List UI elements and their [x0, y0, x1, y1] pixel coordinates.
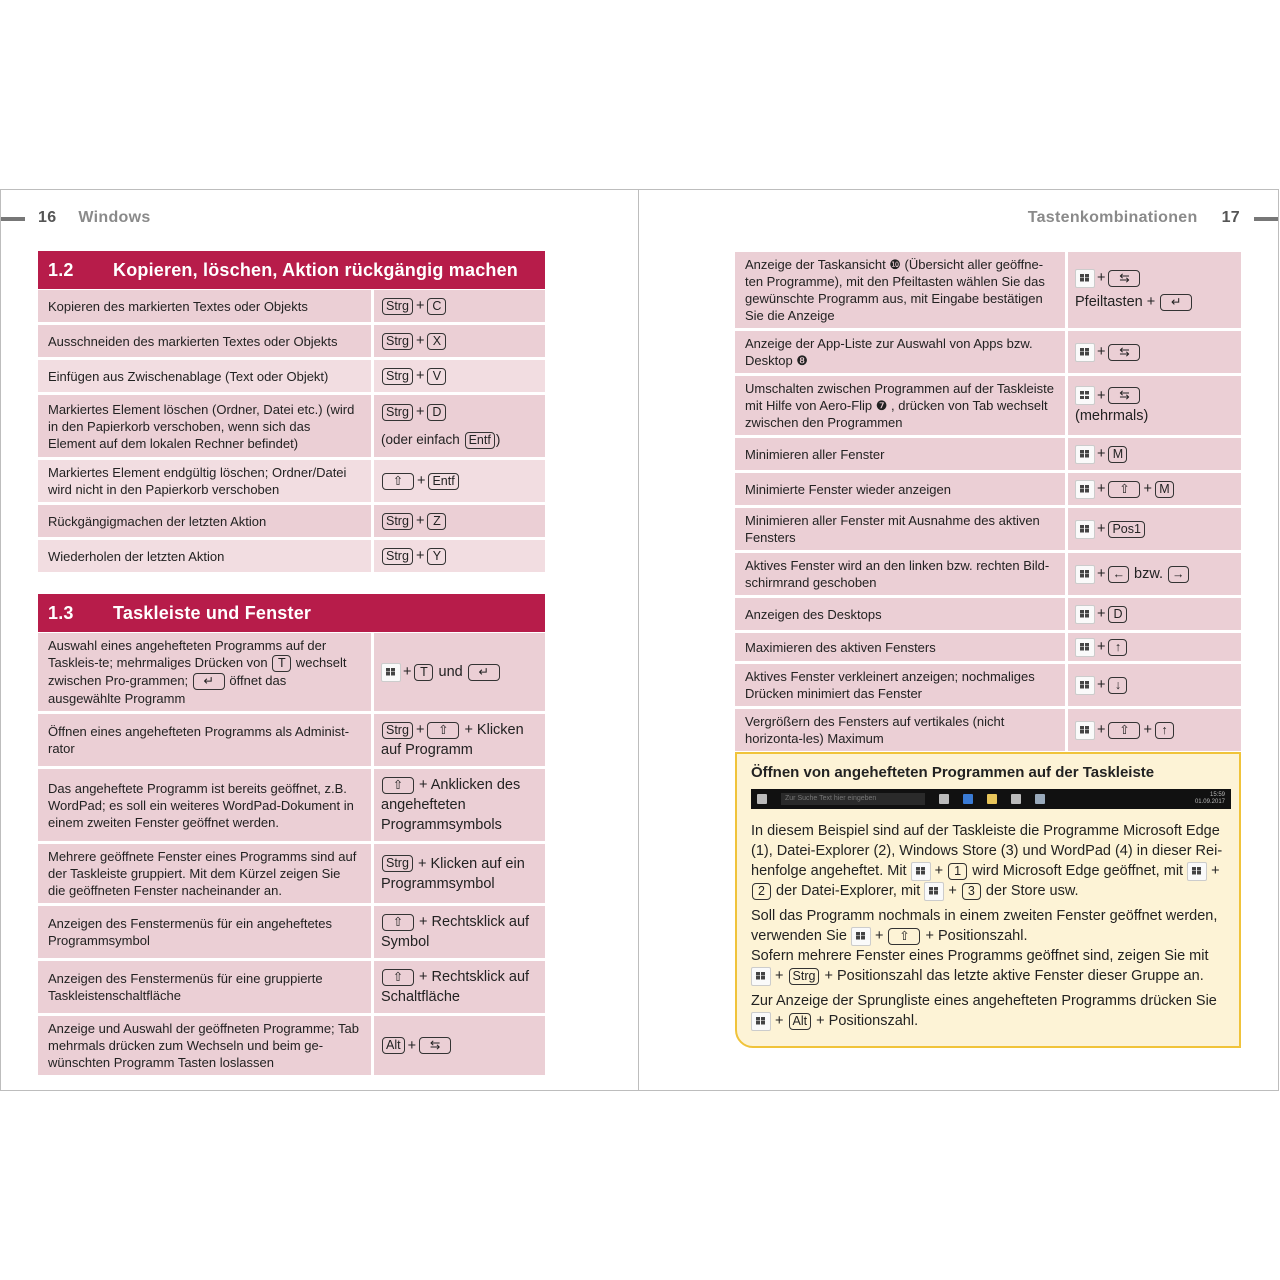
table-row	[38, 360, 545, 392]
task-view-icon	[939, 794, 949, 804]
windows-key-icon	[1187, 862, 1207, 881]
table-row	[38, 844, 545, 903]
table-row	[735, 252, 1241, 328]
table-row	[735, 473, 1241, 505]
header-rule	[1254, 217, 1278, 221]
left-running-head	[38, 209, 151, 227]
key-enter: ↵	[193, 673, 225, 690]
alt-close: )	[495, 432, 501, 447]
text-run: Zur Anzeige der Sprungliste eines angehefteten Programms drücken Sie	[751, 993, 1217, 1009]
shortcut-description: Rückgängigmachen der letzten Aktion	[38, 505, 371, 537]
table-row	[735, 438, 1241, 470]
shortcut-keys: + ⇆ (mehrmals)	[1065, 376, 1241, 435]
desc-part: wechselt zwischen Pro-grammen;	[48, 655, 347, 689]
table-row	[735, 553, 1241, 595]
shortcut-keys: Strg + D (oder einfach Entf )	[371, 395, 545, 457]
shortcut-keys: Strg + ⇧ + Klicken auf Programm	[371, 714, 545, 766]
shortcut-description: Minimieren aller Fenster mit Ausnahme des aktiven Fensters	[735, 508, 1065, 550]
shortcut-description: Maximieren des aktiven Fensters	[735, 633, 1065, 661]
text-run: der Datei-Explorer, mit	[776, 883, 921, 899]
info-paragraph-1: In diesem Beispiel sind auf der Taskleiste die Programme Microsoft Edge (1), Datei-Explorer (2), Windows Store (3) und WordPad (4) in dieser Rei-henfolge angeheftet. Mit + 1 wird Microsoft Edge geöffnet, mit + 2 der Datei-Explorer, mit + 3 der Store usw.	[751, 823, 1223, 899]
table-row	[38, 540, 545, 572]
windows-key-icon	[1075, 638, 1095, 657]
windows-key-icon	[1075, 676, 1095, 695]
taskbar-clock	[1195, 792, 1225, 806]
key-strg: Strg	[382, 333, 413, 350]
key-d: D	[1108, 606, 1127, 623]
shortcut-description: Anzeige und Auswahl der geöffneten Programme; Tab mehrmals drücken zum Wechseln und beim ge-wünschten Programm Tasten loslassen	[38, 1016, 371, 1075]
key-tab: ⇆	[1108, 270, 1140, 287]
shortcut-keys	[371, 769, 545, 841]
page-number: 17	[1221, 209, 1240, 226]
wordpad-icon	[1035, 794, 1045, 804]
taskbar-screenshot	[751, 789, 1231, 809]
shortcut-keys: + ↑	[1065, 633, 1241, 661]
section-header-1-3	[38, 594, 545, 632]
key-tail-text: + Anklicken des angehefteten Programmsymbols	[381, 777, 521, 834]
key-tab: ⇆	[419, 1037, 451, 1054]
section-number: 1.3	[48, 602, 74, 623]
key-number: 1	[948, 863, 967, 880]
shortcut-description: Aktives Fenster verkleinert anzeigen; nochmaliges Drücken minimiert das Fenster	[735, 664, 1065, 706]
left-page	[0, 189, 639, 1091]
shortcut-description: Minimierte Fenster wieder anzeigen	[735, 473, 1065, 505]
shortcut-description: Anzeigen des Fenstermenüs für eine gruppierte Taskleistenschaltfläche	[38, 961, 371, 1013]
table-row	[38, 325, 545, 357]
text-run: wird Microsoft Edge geöffnet, mit	[972, 863, 1184, 879]
clock-time: 15:59	[1209, 792, 1225, 798]
shortcut-table-1-2	[38, 287, 545, 575]
shortcut-keys: + D	[1065, 598, 1241, 630]
key-strg: Strg	[382, 298, 413, 315]
windows-key-icon	[851, 927, 871, 946]
key-strg: Strg	[382, 548, 413, 565]
shortcut-description: Kopieren des markierten Textes oder Objekts	[38, 290, 371, 322]
key-strg: Strg	[382, 722, 413, 739]
text-run: Sofern mehrere Fenster eines Programms geöffnet sind, zeigen Sie mit	[751, 948, 1209, 964]
desc-part: Auswahl eines angehefteten Programms auf der Taskleis-te; mehrmaliges Drücken von	[48, 638, 327, 670]
info-box	[735, 752, 1241, 1048]
key-number: 3	[962, 883, 981, 900]
key-alt: Alt	[382, 1037, 405, 1054]
shortcut-table-windows	[735, 249, 1241, 754]
shortcut-description: Mehrere geöffnete Fenster eines Programms sind auf der Taskleiste gruppiert. Mit dem Kürzel zeigen Sie die geöffneten Fenster nacheinander an.	[38, 844, 371, 903]
windows-key-icon	[1075, 721, 1095, 740]
shortcut-description: Einfügen aus Zwischenablage (Text oder Objekt)	[38, 360, 371, 392]
shortcut-description: Das angeheftete Programm ist bereits geöffnet, z.B. WordPad; es soll ein weiteres WordPad-Dokument in einem zweiten Fenster geöffnet werden.	[38, 769, 371, 841]
shortcut-keys: + M	[1065, 438, 1241, 470]
key-enter: ↵	[1160, 294, 1192, 311]
shortcut-description: Markiertes Element löschen (Ordner, Datei etc.) (wird in den Papierkorb verschoben, wenn sich das Element auf dem lokalen Rechner befindet)	[38, 395, 371, 457]
key-shift: ⇧	[1108, 481, 1140, 498]
store-icon	[1011, 794, 1021, 804]
key-shift: ⇧	[427, 722, 459, 739]
shortcut-keys	[371, 906, 545, 958]
shortcut-keys: Strg + Z	[371, 505, 545, 537]
windows-key-icon	[751, 967, 771, 986]
table-row	[38, 714, 545, 766]
right-running-head	[1028, 209, 1240, 227]
key-m: M	[1108, 446, 1127, 463]
header-rule	[1, 217, 25, 221]
key-tail-text: (mehrmals)	[1075, 407, 1149, 424]
windows-key-icon	[1075, 269, 1095, 288]
shortcut-keys: + ← bzw. →	[1065, 553, 1241, 595]
table-row	[38, 395, 545, 457]
key-shift: ⇧	[1108, 722, 1140, 739]
key-tail-text: Pfeiltasten +	[1075, 294, 1156, 310]
table-row	[735, 709, 1241, 751]
windows-key-icon	[1075, 480, 1095, 499]
shortcut-keys: + ⇆ Pfeiltasten + ↵	[1065, 252, 1241, 328]
shortcut-keys: Strg + C	[371, 290, 545, 322]
windows-key-icon	[1075, 386, 1095, 405]
shortcut-description: Öffnen eines angehefteten Programms als Administ-rator	[38, 714, 371, 766]
table-row	[38, 505, 545, 537]
edge-icon	[963, 794, 973, 804]
windows-key-icon	[751, 1012, 771, 1031]
alt-text: (oder einfach	[381, 432, 460, 447]
windows-key-icon	[1075, 605, 1095, 624]
key-tail-text: + Rechtsklick auf Schaltfläche	[381, 969, 530, 1006]
text-run: Soll das Programm nochmals in einem zweiten Fenster geöffnet werden, verwenden Sie	[751, 908, 1218, 944]
key-strg: Strg	[382, 404, 413, 421]
connector-text: und	[438, 664, 463, 681]
key-shift: ⇧	[382, 969, 414, 986]
taskbar-search-field: Zur Suche Text hier eingeben	[781, 793, 925, 805]
text-run: + Positionszahl.	[816, 1013, 919, 1029]
key-shift: ⇧	[888, 928, 920, 945]
windows-key-icon	[1075, 343, 1095, 362]
desc-part: öffnet das ausgewählte Programm	[48, 673, 287, 707]
key: X	[427, 333, 446, 350]
table-row	[735, 664, 1241, 706]
connector-text: bzw.	[1134, 566, 1164, 582]
key-strg: Strg	[789, 968, 820, 985]
table-row	[735, 331, 1241, 373]
shortcut-description: Anzeigen des Desktops	[735, 598, 1065, 630]
shortcut-keys: + ↓	[1065, 664, 1241, 706]
table-row	[38, 633, 545, 711]
info-paragraph-4: Zur Anzeige der Sprungliste eines angehefteten Programms drücken Sie + Alt + Positionszahl.	[751, 993, 1217, 1029]
windows-key-icon	[1075, 520, 1095, 539]
table-row	[38, 961, 545, 1013]
key-tail-text: + Rechtsklick auf Symbol	[381, 914, 530, 951]
file-explorer-icon	[987, 794, 997, 804]
key-t: T	[272, 655, 291, 672]
key-alt: Alt	[789, 1013, 812, 1030]
key: C	[427, 298, 446, 315]
key: Z	[427, 513, 446, 530]
shortcut-keys: + Pos1	[1065, 508, 1241, 550]
info-paragraph-2: Soll das Programm nochmals in einem zweiten Fenster geöffnet werden, verwenden Sie + ⇧ + Positionszahl.	[751, 908, 1218, 944]
shortcut-description: Ausschneiden des markierten Textes oder Objekts	[38, 325, 371, 357]
shortcut-description: Wiederholen der letzten Aktion	[38, 540, 371, 572]
clock-date: 01.09.2017	[1194, 799, 1225, 805]
shortcut-table-1-3	[38, 630, 545, 1078]
key-tail-text: + Klicken auf Programm	[381, 722, 524, 759]
start-icon	[757, 794, 767, 804]
shortcut-keys: Strg + X	[371, 325, 545, 357]
shortcut-description: Markiertes Element endgültig löschen; Ordner/Datei wird nicht in den Papierkorb verschoben	[38, 460, 371, 502]
key-strg: Strg	[382, 513, 413, 530]
windows-key-icon	[1075, 565, 1095, 584]
shortcut-description: Minimieren aller Fenster	[735, 438, 1065, 470]
running-head-title: Tastenkombinationen	[1027, 209, 1198, 226]
key-arrow-down: ↓	[1108, 677, 1127, 694]
shortcut-description	[38, 633, 371, 711]
key-tail-text: + Klicken auf ein Programmsymbol	[381, 855, 525, 892]
key-t: T	[414, 664, 433, 681]
info-box-title: Öffnen von angehefteten Programmen auf der Taskleiste	[751, 764, 1155, 781]
shortcut-keys	[371, 961, 545, 1013]
key-arrow-left: ←	[1108, 566, 1129, 583]
table-row	[735, 633, 1241, 661]
key: D	[427, 404, 446, 421]
key-strg: Strg	[382, 368, 413, 385]
key-arrow-up: ↑	[1155, 722, 1174, 739]
key-entf: Entf	[465, 432, 495, 449]
shortcut-keys	[371, 844, 545, 903]
shortcut-keys: + T und ↵	[371, 633, 545, 711]
shortcut-description: Anzeige der App-Liste zur Auswahl von Apps bzw. Desktop ❽	[735, 331, 1065, 373]
table-row	[735, 598, 1241, 630]
windows-key-icon	[381, 663, 401, 682]
table-row	[735, 376, 1241, 435]
key-entf: Entf	[428, 473, 458, 490]
key-shift: ⇧	[382, 914, 414, 931]
text-run: In diesem Beispiel sind auf der Taskleiste die Programme Microsoft Edge (1), Datei-Explorer (2), Windows Store (3) und WordPad (4) in dieser Rei-henfolge angeheftet. Mit	[751, 823, 1223, 879]
section-title: Taskleiste und Fenster	[113, 602, 312, 623]
key-m: M	[1155, 481, 1174, 498]
section-number: 1.2	[48, 259, 74, 280]
table-row	[38, 906, 545, 958]
text-run: + Positionszahl das letzte aktive Fenster dieser Gruppe an.	[824, 968, 1204, 984]
shortcut-keys: + ⇧ + M	[1065, 473, 1241, 505]
page-number: 16	[38, 209, 57, 226]
key-shift: ⇧	[382, 473, 414, 490]
table-row	[38, 290, 545, 322]
shortcut-keys: ⇧ + Entf	[371, 460, 545, 502]
key-arrow-up: ↑	[1108, 639, 1127, 656]
key: Y	[427, 548, 446, 565]
shortcut-description: Aktives Fenster wird an den linken bzw. rechten Bild-schirmrand geschoben	[735, 553, 1065, 595]
shortcut-description: Anzeige der Taskansicht ❿ (Übersicht aller geöffne-ten Programme), mit den Pfeiltasten wählen Sie das gewünschte Programm aus, mit Eingabe bestätigen Sie die Anzeige	[735, 252, 1065, 328]
shortcut-description: Vergrößern des Fensters auf vertikales (nicht horizonta-les) Maximum	[735, 709, 1065, 751]
windows-key-icon	[1075, 445, 1095, 464]
key-arrow-right: →	[1168, 566, 1189, 583]
windows-key-icon	[924, 882, 944, 901]
shortcut-keys: + ⇧ + ↑	[1065, 709, 1241, 751]
section-title: Kopieren, löschen, Aktion rückgängig machen	[113, 259, 519, 280]
table-row	[38, 769, 545, 841]
text-run: der Store usw.	[985, 883, 1079, 899]
table-row	[38, 1016, 545, 1075]
shortcut-keys: + ⇆	[1065, 331, 1241, 373]
key-shift: ⇧	[382, 777, 414, 794]
windows-key-icon	[911, 862, 931, 881]
table-row	[38, 460, 545, 502]
shortcut-keys: Strg + Y	[371, 540, 545, 572]
text-run: + Positionszahl.	[925, 928, 1028, 944]
key-pos1: Pos1	[1108, 521, 1145, 538]
section-header-1-2	[38, 251, 545, 289]
shortcut-keys: Alt + ⇆	[371, 1016, 545, 1075]
key-tab: ⇆	[1108, 344, 1140, 361]
shortcut-keys: Strg + V	[371, 360, 545, 392]
info-paragraph-3: Sofern mehrere Fenster eines Programms geöffnet sind, zeigen Sie mit + Strg + Positionszahl das letzte aktive Fenster dieser Gruppe an.	[751, 948, 1209, 984]
key-strg: Strg	[382, 855, 413, 872]
key-enter: ↵	[468, 664, 500, 681]
running-head-title: Windows	[78, 209, 151, 226]
shortcut-description: Anzeigen des Fenstermenüs für ein angeheftetes Programmsymbol	[38, 906, 371, 958]
key: V	[427, 368, 446, 385]
key-number: 2	[752, 883, 771, 900]
table-row	[735, 508, 1241, 550]
key-tab: ⇆	[1108, 387, 1140, 404]
shortcut-description: Umschalten zwischen Programmen auf der Taskleiste mit Hilfe von Aero-Flip ❼ , drücken von Tab wechselt zwischen den Programmen	[735, 376, 1065, 435]
